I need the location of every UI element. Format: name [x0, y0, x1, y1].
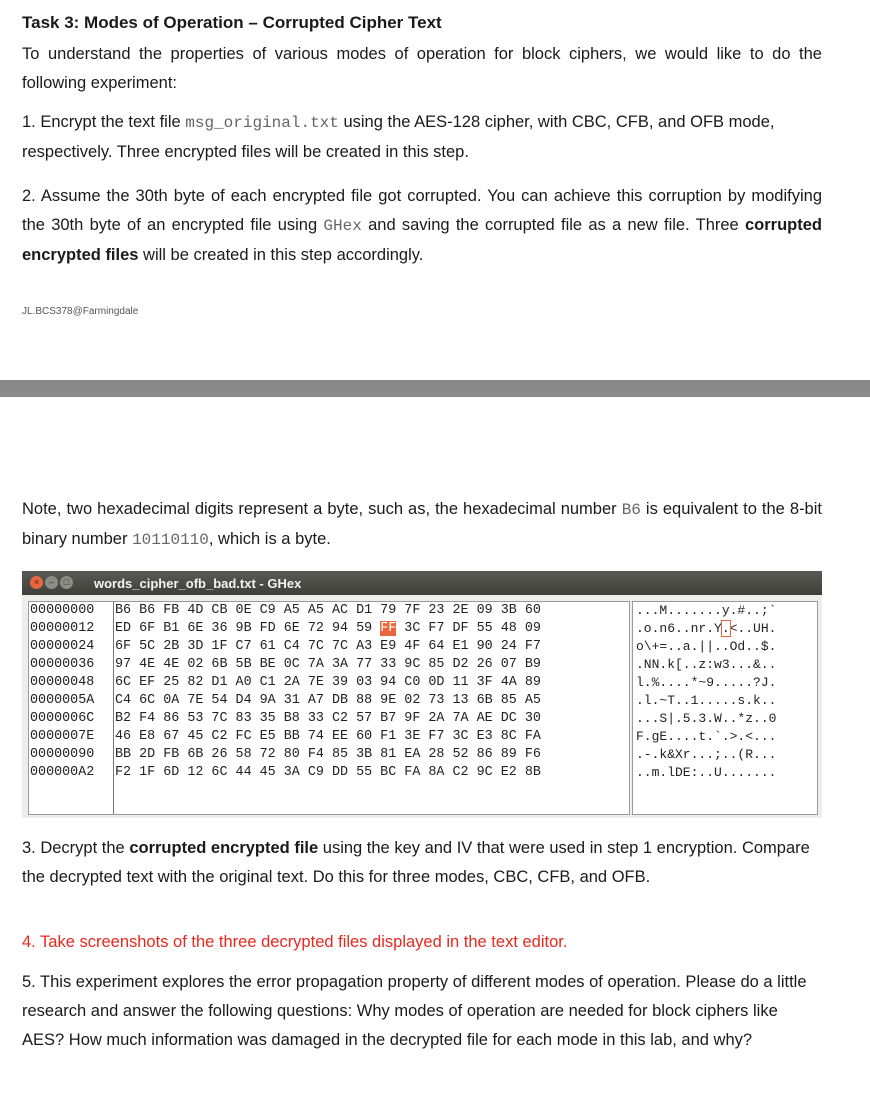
- note-hex-code: B6: [621, 501, 641, 519]
- step-4-paragraph: 4. Take screenshots of the three decrypted files displayed in the text editor.: [22, 933, 568, 951]
- hex-row[interactable]: [115, 674, 627, 692]
- hex-bytes[interactable]: B6 B6 FB 4D CB 0E C9 A5 A5 AC D1 79 7F 23 2E 09 3B 60: [115, 603, 541, 618]
- hex-row[interactable]: [115, 602, 627, 620]
- note-part-1: Note, two hexadecimal digits represent a byte, such as, the hexadecimal number: [22, 500, 622, 518]
- step-1-prefix: 1. Encrypt the text file: [22, 113, 186, 131]
- note-paragraph: [22, 495, 822, 555]
- page-divider: [0, 380, 870, 397]
- ascii-text[interactable]: <..UH.: [729, 621, 777, 636]
- corrupted-files-emphasis: corrupted encrypted files: [22, 216, 822, 264]
- hex-bytes[interactable]: 6F 5C 2B 3D 1F C7 61 C4 7C 7C A3 E9 4F 64 E1 90 24 F7: [115, 639, 541, 654]
- document-page-1: [0, 0, 870, 380]
- address-cell: 00000024: [30, 639, 95, 654]
- ghex-window: [22, 571, 822, 818]
- step-1-paragraph: [22, 108, 822, 167]
- ascii-row[interactable]: [633, 764, 817, 782]
- ascii-text[interactable]: ...M.......y.#..;`: [636, 603, 777, 618]
- address-cell: 0000007E: [30, 729, 95, 744]
- hex-bytes[interactable]: 6C EF 25 82 D1 A0 C1 2A 7E 39 03 94 C0 0D 11 3F 4A 89: [115, 675, 541, 690]
- filename-code: msg_original.txt: [185, 114, 339, 132]
- task-title: Task 3: Modes of Operation – Corrupted Cipher Text: [22, 13, 442, 32]
- ghex-address-column: [29, 602, 114, 814]
- hex-bytes[interactable]: ED 6F B1 6E 36 9B FD 6E 72 94 59: [115, 621, 381, 636]
- step-3-suffix: using the key and IV that were used in step 1 encryption. Compare the decrypted text with the original text. Do this for three modes, CBC, CFB, and OFB.: [22, 839, 810, 886]
- note-binary-code: 10110110: [132, 531, 209, 549]
- ascii-text[interactable]: o\+=..a.||..Od..$.: [636, 639, 777, 654]
- ascii-row[interactable]: [633, 692, 817, 710]
- ascii-text[interactable]: .o.n6..nr.Y: [636, 621, 722, 636]
- step-2-prefix: 2. Assume the 30th byte of each encrypted file got corrupted. You can achieve this corruption by modifying the 30th byte of an encrypted file using: [22, 187, 822, 234]
- hex-row[interactable]: [115, 746, 627, 764]
- note-part-3: , which is a byte.: [208, 530, 331, 548]
- hex-bytes[interactable]: 3C F7 DF 55 48 09: [396, 621, 541, 636]
- ascii-row[interactable]: [633, 620, 817, 638]
- ghex-window-title: words_cipher_ofb_bad.txt - GHex: [94, 576, 302, 591]
- ascii-row[interactable]: [633, 746, 817, 764]
- hex-row[interactable]: [115, 620, 627, 638]
- ghex-hex-column[interactable]: [115, 602, 627, 814]
- address-cell: 00000012: [30, 621, 95, 636]
- step-3-prefix: 3. Decrypt the: [22, 839, 130, 857]
- ghex-tool-code: GHex: [323, 217, 362, 235]
- hex-row[interactable]: [115, 656, 627, 674]
- hex-bytes[interactable]: C4 6C 0A 7E 54 D4 9A 31 A7 DB 88 9E 02 73 13 6B 85 A5: [115, 693, 541, 708]
- hex-row[interactable]: [115, 692, 627, 710]
- address-cell: 00000090: [30, 747, 95, 762]
- ascii-text[interactable]: .-.k&Xr...;..(R...: [636, 747, 777, 762]
- ascii-row[interactable]: [633, 656, 817, 674]
- corrupted-file-emphasis: corrupted encrypted file: [129, 839, 319, 857]
- step-3-paragraph: [22, 834, 822, 892]
- ascii-row[interactable]: [633, 602, 817, 620]
- note-part-2: is equivalent to the 8-bit binary number: [22, 500, 822, 548]
- hex-bytes[interactable]: 46 E8 67 45 C2 FC E5 BB 74 EE 60 F1 3E F7 3C E3 8C FA: [115, 729, 541, 744]
- hex-row[interactable]: [115, 728, 627, 746]
- ascii-text[interactable]: F.gE....t.`.>.<...: [636, 729, 777, 744]
- corrupted-byte-highlight[interactable]: FF: [380, 621, 397, 636]
- hex-bytes[interactable]: F2 1F 6D 12 6C 44 45 3A C9 DD 55 BC FA 8A C2 9C E2 8B: [115, 765, 541, 780]
- ghex-ascii-panel[interactable]: [632, 601, 818, 815]
- page-footer: JL.BCS378@Farmingdale: [22, 306, 139, 317]
- step-5-paragraph: 5. This experiment explores the error propagation property of different modes of operation. Please do a little research and answer the following questions: Why modes of operation are needed for block ciphers like AES? How much information was damaged in the decrypted file for each mode in this lab, and why?: [22, 973, 807, 1049]
- maximize-icon[interactable]: □: [60, 576, 73, 589]
- hex-row[interactable]: [115, 764, 627, 782]
- ascii-text[interactable]: .l.~T..1.....s.k..: [636, 693, 777, 708]
- address-cell: 0000006C: [30, 711, 95, 726]
- close-icon[interactable]: ×: [30, 576, 43, 589]
- intro-paragraph: To understand the properties of various modes of operation for block ciphers, we would like to do the following experiment:: [22, 45, 822, 92]
- ascii-text[interactable]: .NN.k[..z:w3...&..: [636, 657, 777, 672]
- minimize-icon[interactable]: –: [45, 576, 58, 589]
- step-2-middle: and saving the corrupted file as a new file. Three: [361, 216, 745, 234]
- hex-row[interactable]: [115, 710, 627, 728]
- ascii-row[interactable]: [633, 710, 817, 728]
- ascii-text[interactable]: ...S|.5.3.W..*z..0: [636, 711, 777, 726]
- ascii-row[interactable]: [633, 728, 817, 746]
- step-1-suffix: using the AES-128 cipher, with CBC, CFB, and OFB mode, respectively. Three encrypted files will be created in this step.: [22, 113, 775, 161]
- hex-bytes[interactable]: 97 4E 4E 02 6B 5B BE 0C 7A 3A 77 33 9C 85 D2 26 07 B9: [115, 657, 541, 672]
- ascii-text[interactable]: l.%....*~9.....?J.: [636, 675, 777, 690]
- step-2-paragraph: [22, 182, 822, 270]
- ascii-text[interactable]: ..m.lDE:..U.......: [636, 765, 777, 780]
- ascii-cursor[interactable]: .: [721, 621, 730, 636]
- ghex-hex-panel[interactable]: [28, 601, 630, 815]
- address-cell: 00000048: [30, 675, 95, 690]
- address-cell: 00000036: [30, 657, 95, 672]
- address-cell: 000000A2: [30, 765, 95, 780]
- step-2-suffix: will be created in this step accordingly.: [138, 246, 424, 264]
- ghex-titlebar: [22, 571, 822, 595]
- hex-bytes[interactable]: BB 2D FB 6B 26 58 72 80 F4 85 3B 81 EA 28 52 86 89 F6: [115, 747, 541, 762]
- hex-bytes[interactable]: B2 F4 86 53 7C 83 35 B8 33 C2 57 B7 9F 2A 7A AE DC 30: [115, 711, 541, 726]
- ascii-row[interactable]: [633, 674, 817, 692]
- address-cell: 00000000: [30, 603, 95, 618]
- address-cell: 0000005A: [30, 693, 95, 708]
- ascii-row[interactable]: [633, 638, 817, 656]
- hex-row[interactable]: [115, 638, 627, 656]
